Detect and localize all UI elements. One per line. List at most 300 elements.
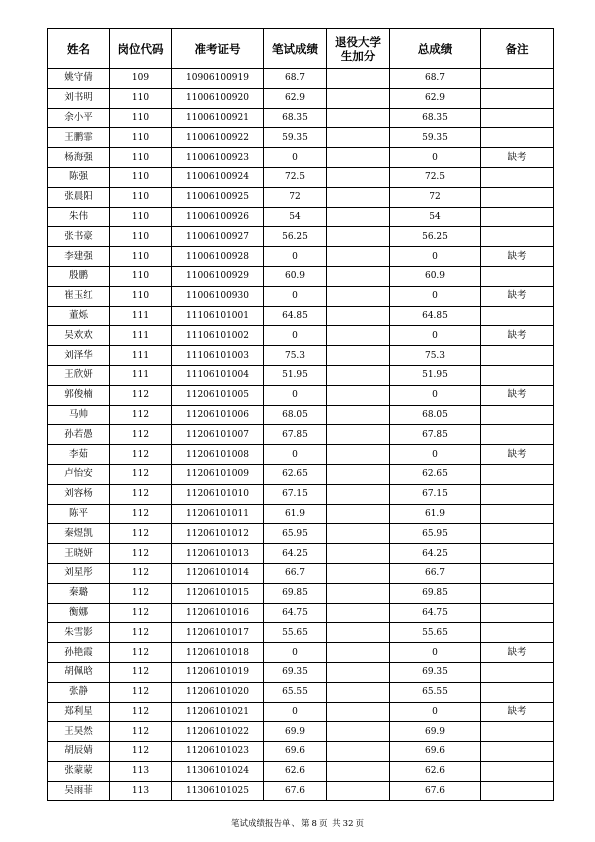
cell-name: 余小平 (48, 108, 110, 128)
cell-exam-number: 11106101001 (172, 306, 264, 326)
cell-total-score: 62.65 (390, 464, 481, 484)
cell-exam-number: 11306101025 (172, 781, 264, 801)
cell-exam-number: 11206101021 (172, 702, 264, 722)
cell-position-code: 112 (110, 603, 172, 623)
cell-remarks: 缺考 (481, 643, 554, 663)
cell-name: 刘星彤 (48, 563, 110, 583)
header-remarks: 备注 (481, 29, 554, 69)
table-row (48, 425, 554, 445)
cell-remarks: 缺考 (481, 286, 554, 306)
table-row (48, 504, 554, 524)
table-row (48, 247, 554, 267)
cell-written-score: 72.5 (264, 167, 327, 187)
cell-written-score: 65.55 (264, 682, 327, 702)
cell-veteran-bonus (327, 148, 390, 168)
cell-total-score: 0 (390, 148, 481, 168)
table-row (48, 405, 554, 425)
table-row (48, 643, 554, 663)
cell-name: 孙艳霞 (48, 643, 110, 663)
cell-exam-number: 11206101009 (172, 464, 264, 484)
cell-veteran-bonus (327, 326, 390, 346)
cell-written-score: 65.95 (264, 524, 327, 544)
cell-remarks (481, 623, 554, 643)
cell-name: 吴欢欢 (48, 326, 110, 346)
table-row (48, 524, 554, 544)
cell-remarks (481, 88, 554, 108)
cell-exam-number: 11006100929 (172, 266, 264, 286)
cell-total-score: 69.9 (390, 722, 481, 742)
cell-remarks: 缺考 (481, 385, 554, 405)
cell-total-score: 54 (390, 207, 481, 227)
cell-written-score: 54 (264, 207, 327, 227)
table-header (48, 29, 554, 69)
cell-remarks (481, 781, 554, 801)
cell-total-score: 72 (390, 187, 481, 207)
cell-exam-number: 11206101014 (172, 563, 264, 583)
cell-veteran-bonus (327, 187, 390, 207)
table-row (48, 761, 554, 781)
header-row (48, 29, 554, 69)
cell-exam-number: 11206101008 (172, 445, 264, 465)
table-row (48, 603, 554, 623)
cell-veteran-bonus (327, 583, 390, 603)
cell-position-code: 112 (110, 662, 172, 682)
cell-written-score: 75.3 (264, 346, 327, 366)
cell-total-score: 0 (390, 445, 481, 465)
cell-position-code: 112 (110, 445, 172, 465)
cell-name: 张晨阳 (48, 187, 110, 207)
cell-veteran-bonus (327, 167, 390, 187)
cell-exam-number: 11206101023 (172, 742, 264, 762)
cell-name: 衡娜 (48, 603, 110, 623)
cell-position-code: 110 (110, 227, 172, 247)
table-row (48, 742, 554, 762)
cell-remarks: 缺考 (481, 148, 554, 168)
cell-remarks (481, 227, 554, 247)
cell-written-score: 69.9 (264, 722, 327, 742)
cell-written-score: 0 (264, 148, 327, 168)
cell-exam-number: 11006100920 (172, 88, 264, 108)
table-row (48, 583, 554, 603)
cell-name: 马帅 (48, 405, 110, 425)
cell-exam-number: 11206101010 (172, 484, 264, 504)
footer-page-prefix: 第 (301, 819, 310, 829)
cell-written-score: 60.9 (264, 266, 327, 286)
cell-written-score: 68.05 (264, 405, 327, 425)
table-row (48, 365, 554, 385)
cell-exam-number: 11306101024 (172, 761, 264, 781)
cell-veteran-bonus (327, 722, 390, 742)
cell-position-code: 112 (110, 742, 172, 762)
cell-remarks (481, 187, 554, 207)
cell-name: 李建强 (48, 247, 110, 267)
cell-position-code: 112 (110, 504, 172, 524)
cell-exam-number: 11006100925 (172, 187, 264, 207)
cell-exam-number: 11206101022 (172, 722, 264, 742)
cell-name: 孙若愚 (48, 425, 110, 445)
cell-total-score: 0 (390, 247, 481, 267)
table-row (48, 326, 554, 346)
cell-veteran-bonus (327, 464, 390, 484)
cell-written-score: 64.85 (264, 306, 327, 326)
cell-remarks (481, 742, 554, 762)
table-row (48, 623, 554, 643)
footer-total-prefix: 共 (332, 819, 341, 829)
cell-remarks (481, 346, 554, 366)
cell-name: 张书豪 (48, 227, 110, 247)
cell-exam-number: 11006100922 (172, 128, 264, 148)
cell-position-code: 112 (110, 544, 172, 564)
cell-exam-number: 11006100926 (172, 207, 264, 227)
cell-name: 胡佩晗 (48, 662, 110, 682)
cell-written-score: 67.85 (264, 425, 327, 445)
cell-total-score: 67.15 (390, 484, 481, 504)
cell-total-score: 75.3 (390, 346, 481, 366)
cell-position-code: 112 (110, 682, 172, 702)
cell-name: 吴雨菲 (48, 781, 110, 801)
cell-veteran-bonus (327, 761, 390, 781)
cell-position-code: 110 (110, 187, 172, 207)
cell-total-score: 62.9 (390, 88, 481, 108)
cell-written-score: 0 (264, 445, 327, 465)
cell-name: 张静 (48, 682, 110, 702)
cell-remarks: 缺考 (481, 445, 554, 465)
cell-position-code: 109 (110, 69, 172, 89)
table-row (48, 385, 554, 405)
cell-position-code: 110 (110, 108, 172, 128)
cell-position-code: 110 (110, 247, 172, 267)
cell-name: 王昊然 (48, 722, 110, 742)
cell-exam-number: 11206101012 (172, 524, 264, 544)
cell-remarks (481, 405, 554, 425)
cell-name: 朱雪影 (48, 623, 110, 643)
cell-total-score: 64.75 (390, 603, 481, 623)
cell-position-code: 111 (110, 326, 172, 346)
cell-total-score: 64.85 (390, 306, 481, 326)
cell-exam-number: 11206101016 (172, 603, 264, 623)
cell-veteran-bonus (327, 484, 390, 504)
cell-position-code: 110 (110, 148, 172, 168)
footer-total-suffix: 页 (355, 819, 365, 829)
cell-name: 朱伟 (48, 207, 110, 227)
cell-veteran-bonus (327, 682, 390, 702)
cell-total-score: 67.6 (390, 781, 481, 801)
cell-name: 刘泽华 (48, 346, 110, 366)
cell-veteran-bonus (327, 385, 390, 405)
cell-written-score: 68.35 (264, 108, 327, 128)
cell-exam-number: 11006100928 (172, 247, 264, 267)
cell-veteran-bonus (327, 643, 390, 663)
cell-remarks: 缺考 (481, 326, 554, 346)
cell-total-score: 55.65 (390, 623, 481, 643)
cell-remarks: 缺考 (481, 247, 554, 267)
cell-veteran-bonus (327, 623, 390, 643)
cell-veteran-bonus (327, 227, 390, 247)
cell-position-code: 110 (110, 286, 172, 306)
cell-position-code: 112 (110, 524, 172, 544)
table-row (48, 187, 554, 207)
table-row (48, 346, 554, 366)
cell-name: 崔玉红 (48, 286, 110, 306)
header-written-score: 笔试成绩 (264, 29, 327, 69)
cell-written-score: 61.9 (264, 504, 327, 524)
cell-written-score: 0 (264, 286, 327, 306)
cell-position-code: 112 (110, 385, 172, 405)
cell-total-score: 56.25 (390, 227, 481, 247)
cell-veteran-bonus (327, 286, 390, 306)
cell-written-score: 68.7 (264, 69, 327, 89)
cell-remarks (481, 464, 554, 484)
cell-written-score: 67.6 (264, 781, 327, 801)
cell-exam-number: 11206101019 (172, 662, 264, 682)
cell-position-code: 112 (110, 643, 172, 663)
cell-position-code: 112 (110, 405, 172, 425)
cell-written-score: 62.6 (264, 761, 327, 781)
table-row (48, 69, 554, 89)
cell-total-score: 62.6 (390, 761, 481, 781)
cell-name: 李茹 (48, 445, 110, 465)
footer-total-pages: 32 (342, 819, 354, 829)
cell-remarks (481, 583, 554, 603)
cell-total-score: 61.9 (390, 504, 481, 524)
cell-total-score: 66.7 (390, 563, 481, 583)
cell-remarks (481, 167, 554, 187)
cell-written-score: 66.7 (264, 563, 327, 583)
cell-exam-number: 11106101004 (172, 365, 264, 385)
table-row (48, 167, 554, 187)
cell-total-score: 69.85 (390, 583, 481, 603)
cell-remarks (481, 682, 554, 702)
table-row (48, 128, 554, 148)
table-row (48, 148, 554, 168)
cell-exam-number: 11006100927 (172, 227, 264, 247)
cell-exam-number: 10906100919 (172, 69, 264, 89)
header-total-score: 总成绩 (390, 29, 481, 69)
cell-written-score: 55.65 (264, 623, 327, 643)
score-table (47, 28, 554, 801)
cell-position-code: 112 (110, 484, 172, 504)
cell-remarks (481, 722, 554, 742)
table-row (48, 682, 554, 702)
table-row (48, 306, 554, 326)
table-row (48, 544, 554, 564)
cell-exam-number: 11206101018 (172, 643, 264, 663)
cell-written-score: 0 (264, 702, 327, 722)
cell-total-score: 0 (390, 286, 481, 306)
cell-written-score: 0 (264, 385, 327, 405)
cell-total-score: 69.6 (390, 742, 481, 762)
cell-written-score: 69.6 (264, 742, 327, 762)
cell-veteran-bonus (327, 524, 390, 544)
cell-exam-number: 11106101002 (172, 326, 264, 346)
cell-total-score: 0 (390, 643, 481, 663)
cell-remarks (481, 484, 554, 504)
cell-position-code: 113 (110, 761, 172, 781)
cell-veteran-bonus (327, 445, 390, 465)
cell-position-code: 112 (110, 722, 172, 742)
cell-name: 郑利星 (48, 702, 110, 722)
cell-name: 姚守倩 (48, 69, 110, 89)
cell-name: 殷鹏 (48, 266, 110, 286)
table-row (48, 207, 554, 227)
table-row (48, 781, 554, 801)
table-row (48, 88, 554, 108)
cell-total-score: 68.05 (390, 405, 481, 425)
cell-remarks (481, 563, 554, 583)
cell-name: 陈平 (48, 504, 110, 524)
table-row (48, 662, 554, 682)
cell-written-score: 62.9 (264, 88, 327, 108)
cell-position-code: 110 (110, 167, 172, 187)
cell-position-code: 111 (110, 346, 172, 366)
cell-remarks (481, 128, 554, 148)
cell-position-code: 113 (110, 781, 172, 801)
cell-total-score: 72.5 (390, 167, 481, 187)
table-row (48, 464, 554, 484)
cell-exam-number: 11006100924 (172, 167, 264, 187)
cell-name: 秦煜凯 (48, 524, 110, 544)
cell-veteran-bonus (327, 425, 390, 445)
table-row (48, 563, 554, 583)
cell-position-code: 112 (110, 583, 172, 603)
cell-veteran-bonus (327, 266, 390, 286)
cell-remarks (481, 544, 554, 564)
cell-name: 王鹏霏 (48, 128, 110, 148)
cell-veteran-bonus (327, 742, 390, 762)
cell-exam-number: 11206101017 (172, 623, 264, 643)
footer-page-suffix: 页 (318, 819, 328, 829)
cell-veteran-bonus (327, 504, 390, 524)
table-body (48, 69, 554, 801)
cell-name: 刘书明 (48, 88, 110, 108)
table-row (48, 108, 554, 128)
cell-written-score: 59.35 (264, 128, 327, 148)
header-position-code: 岗位代码 (110, 29, 172, 69)
cell-exam-number: 11206101006 (172, 405, 264, 425)
cell-written-score: 0 (264, 247, 327, 267)
cell-total-score: 64.25 (390, 544, 481, 564)
footer-page-number: 8 (311, 819, 317, 829)
cell-veteran-bonus (327, 306, 390, 326)
cell-exam-number: 11206101013 (172, 544, 264, 564)
cell-position-code: 110 (110, 207, 172, 227)
cell-written-score: 67.15 (264, 484, 327, 504)
cell-name: 王欣妍 (48, 365, 110, 385)
cell-exam-number: 11006100921 (172, 108, 264, 128)
cell-name: 卢怡安 (48, 464, 110, 484)
cell-total-score: 68.35 (390, 108, 481, 128)
cell-exam-number: 11206101011 (172, 504, 264, 524)
cell-veteran-bonus (327, 544, 390, 564)
table-row (48, 266, 554, 286)
cell-total-score: 68.7 (390, 69, 481, 89)
cell-written-score: 64.75 (264, 603, 327, 623)
table-row (48, 484, 554, 504)
cell-veteran-bonus (327, 247, 390, 267)
cell-written-score: 56.25 (264, 227, 327, 247)
header-name: 姓名 (48, 29, 110, 69)
cell-position-code: 110 (110, 128, 172, 148)
cell-position-code: 111 (110, 306, 172, 326)
cell-veteran-bonus (327, 69, 390, 89)
cell-written-score: 69.35 (264, 662, 327, 682)
footer-separator: 、 (291, 819, 300, 829)
cell-veteran-bonus (327, 662, 390, 682)
cell-position-code: 110 (110, 88, 172, 108)
cell-veteran-bonus (327, 108, 390, 128)
table-row (48, 227, 554, 247)
cell-remarks (481, 504, 554, 524)
cell-veteran-bonus (327, 702, 390, 722)
cell-exam-number: 11206101005 (172, 385, 264, 405)
cell-total-score: 65.55 (390, 682, 481, 702)
cell-remarks (481, 425, 554, 445)
cell-position-code: 112 (110, 425, 172, 445)
cell-total-score: 0 (390, 702, 481, 722)
header-veteran-bonus: 退役大学生加分 (327, 29, 390, 69)
cell-written-score: 0 (264, 326, 327, 346)
cell-total-score: 65.95 (390, 524, 481, 544)
cell-exam-number: 11206101007 (172, 425, 264, 445)
cell-exam-number: 11106101003 (172, 346, 264, 366)
cell-veteran-bonus (327, 365, 390, 385)
cell-remarks (481, 207, 554, 227)
cell-name: 陈强 (48, 167, 110, 187)
cell-veteran-bonus (327, 563, 390, 583)
cell-name: 董烁 (48, 306, 110, 326)
cell-remarks (481, 603, 554, 623)
cell-remarks (481, 662, 554, 682)
cell-veteran-bonus (327, 128, 390, 148)
cell-position-code: 112 (110, 563, 172, 583)
cell-written-score: 62.65 (264, 464, 327, 484)
cell-remarks: 缺考 (481, 702, 554, 722)
cell-veteran-bonus (327, 603, 390, 623)
cell-exam-number: 11006100923 (172, 148, 264, 168)
cell-exam-number: 11206101020 (172, 682, 264, 702)
cell-veteran-bonus (327, 405, 390, 425)
cell-written-score: 51.95 (264, 365, 327, 385)
cell-position-code: 111 (110, 365, 172, 385)
cell-position-code: 112 (110, 702, 172, 722)
cell-position-code: 112 (110, 623, 172, 643)
cell-remarks (481, 761, 554, 781)
cell-name: 秦璐 (48, 583, 110, 603)
table-row (48, 286, 554, 306)
cell-name: 张蒙蒙 (48, 761, 110, 781)
cell-name: 王晓妍 (48, 544, 110, 564)
footer-report-title: 笔试成绩报告单 (230, 819, 291, 829)
cell-total-score: 0 (390, 385, 481, 405)
cell-total-score: 60.9 (390, 266, 481, 286)
table-row (48, 702, 554, 722)
cell-exam-number: 11006100930 (172, 286, 264, 306)
cell-position-code: 110 (110, 266, 172, 286)
table-row (48, 722, 554, 742)
cell-exam-number: 11206101015 (172, 583, 264, 603)
cell-position-code: 112 (110, 464, 172, 484)
cell-written-score: 69.85 (264, 583, 327, 603)
cell-name: 刘容杨 (48, 484, 110, 504)
cell-remarks (481, 69, 554, 89)
cell-total-score: 51.95 (390, 365, 481, 385)
cell-name: 胡辰婧 (48, 742, 110, 762)
header-exam-number: 准考证号 (172, 29, 264, 69)
cell-name: 郭俊楠 (48, 385, 110, 405)
cell-written-score: 72 (264, 187, 327, 207)
cell-remarks (481, 266, 554, 286)
cell-total-score: 67.85 (390, 425, 481, 445)
